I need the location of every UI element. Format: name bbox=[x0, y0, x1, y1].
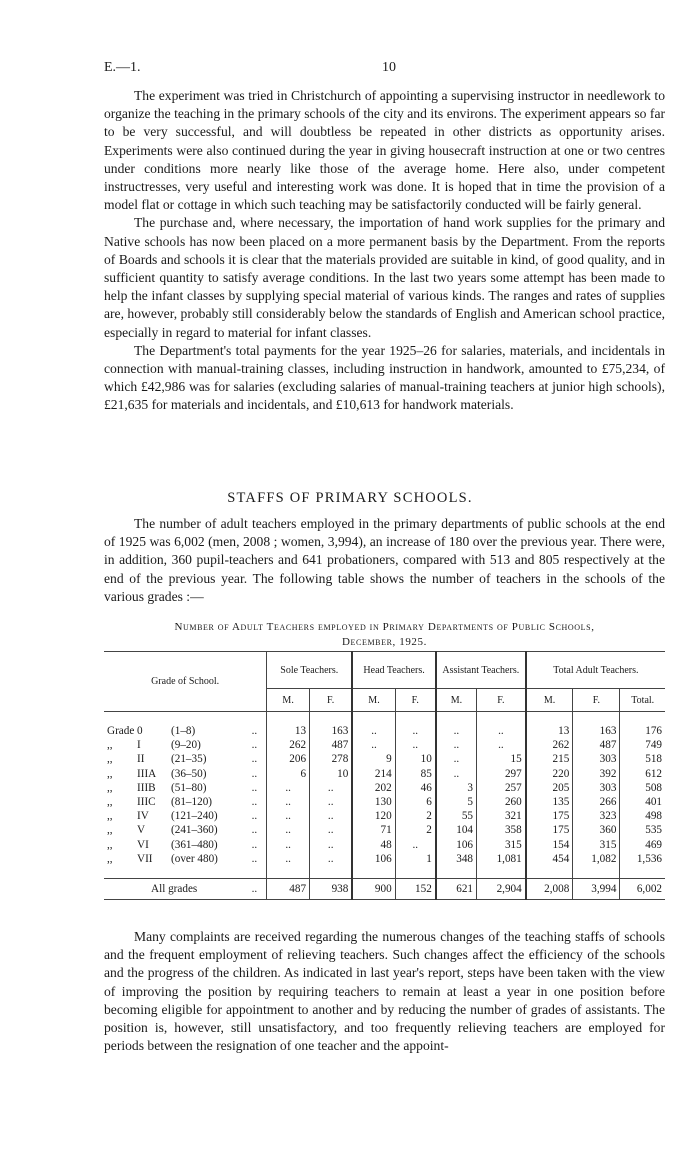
leader-dots: .. bbox=[251, 767, 258, 780]
table-cell: 175 bbox=[526, 823, 573, 837]
grade-number: IV bbox=[137, 810, 149, 823]
table-cell: .. bbox=[352, 724, 395, 738]
table-cell: 1,536 bbox=[620, 852, 665, 866]
table-row bbox=[104, 724, 665, 738]
table-row bbox=[104, 823, 665, 837]
grade-range: (over 480) bbox=[171, 852, 218, 865]
table-cell: 454 bbox=[526, 852, 573, 866]
sub-total-total: Total. bbox=[620, 689, 665, 712]
teachers-table bbox=[104, 651, 665, 900]
grade-cell bbox=[104, 823, 267, 837]
grade-range: (121–240) bbox=[171, 810, 218, 823]
table-cell: .. bbox=[436, 724, 477, 738]
table-cell: 321 bbox=[477, 809, 526, 823]
grade-cell bbox=[104, 852, 267, 866]
leader-dots: .. bbox=[251, 824, 258, 837]
grade-range: (36–50) bbox=[171, 767, 207, 780]
grade-prefix: ,, bbox=[107, 796, 113, 809]
grade-cell bbox=[104, 781, 267, 795]
header-total: Total Adult Teachers. bbox=[526, 652, 665, 689]
table-cell: 2 bbox=[395, 809, 436, 823]
paragraph-handwork-supplies: The purchase and, where necessary, the importation of hand work supplies for the primary and Native schools has now been placed on a more permanent basis by the Department. From the reports of Boards and schools it is clear that the materials provided are suitable in kind, of good quality, and in sufficient quantity to satisfy average conditions. In the last two years some attempt has been made to help the infant classes by supplying special material of various kinds. The ranges and rates of supplies are, however, probably still considerably below the standards of English and American school practice, especially in regard to material for infant classes. bbox=[104, 215, 665, 340]
table-cell: .. bbox=[310, 781, 353, 795]
grade-cell bbox=[104, 767, 267, 781]
grade-prefix: ,, bbox=[107, 810, 113, 823]
table-cell: 315 bbox=[573, 838, 620, 852]
table-cell: 206 bbox=[267, 752, 310, 766]
table-row bbox=[104, 852, 665, 866]
table-row bbox=[104, 738, 665, 752]
sub-sole-f: F. bbox=[310, 689, 353, 712]
table-cell: .. bbox=[267, 823, 310, 837]
table-row bbox=[104, 781, 665, 795]
header-grade: Grade of School. bbox=[104, 652, 267, 712]
table-cell: .. bbox=[477, 724, 526, 738]
paragraph-needlework: The experiment was tried in Christchurch of appointing a supervising instructor in needlework to organize the teaching in the primary schools of the city and its environs. The experiment appears so far to be very successful, and will doubtless be repeated in other districts as opportunity arises. Experiments were also continued during the year in giving housecraft instruction at one or two centres under conditions more nearly like those of the average home. Here also, under competent instructresses, very useful and interesting work was done. It is hoped that in time the provision of a model flat or cottage in which such teaching may be satisfactorily conducted will be fairly general. bbox=[104, 88, 665, 213]
leader-dots: .. bbox=[251, 753, 258, 766]
table-cell: 257 bbox=[477, 781, 526, 795]
total-cell: 487 bbox=[267, 879, 310, 900]
table-cell: 2 bbox=[395, 823, 436, 837]
table-cell: 163 bbox=[573, 724, 620, 738]
grade-prefix: ,, bbox=[107, 824, 113, 837]
table-cell: 175 bbox=[526, 809, 573, 823]
table-cell: 401 bbox=[620, 795, 665, 809]
grade-prefix: ,, bbox=[107, 767, 113, 780]
table-caption-line1: Number of Adult Teachers employed in Primary Departments of Public Schools, bbox=[174, 621, 595, 633]
table-row bbox=[104, 809, 665, 823]
sub-assistant-m: M. bbox=[436, 689, 477, 712]
grade-range: (81–120) bbox=[171, 796, 213, 809]
table-cell: 163 bbox=[310, 724, 353, 738]
table-cell: 1,081 bbox=[477, 852, 526, 866]
grade-cell bbox=[104, 724, 267, 738]
grade-cell bbox=[104, 752, 267, 766]
grade-range: (1–8) bbox=[171, 725, 196, 737]
table-row bbox=[104, 795, 665, 809]
sub-assistant-f: F. bbox=[477, 689, 526, 712]
table-cell: 518 bbox=[620, 752, 665, 766]
table-cell: 358 bbox=[477, 823, 526, 837]
leader-dots: .. bbox=[251, 796, 258, 809]
table-cell: .. bbox=[352, 738, 395, 752]
report-code: E.—1. bbox=[104, 60, 141, 75]
leader-dots: .. bbox=[251, 838, 258, 851]
grade-range: (361–480) bbox=[171, 838, 218, 851]
sub-total-f: F. bbox=[573, 689, 620, 712]
sub-head-m: M. bbox=[352, 689, 395, 712]
header-sole: Sole Teachers. bbox=[267, 652, 353, 689]
total-cell: 621 bbox=[436, 879, 477, 900]
table-cell: 392 bbox=[573, 767, 620, 781]
grade-prefix: ,, bbox=[107, 753, 113, 766]
grade-range: (51–80) bbox=[171, 781, 207, 794]
table-cell: 360 bbox=[573, 823, 620, 837]
table-cell: .. bbox=[436, 767, 477, 781]
table-cell: 303 bbox=[573, 752, 620, 766]
table-cell: 46 bbox=[395, 781, 436, 795]
table-cell: 498 bbox=[620, 809, 665, 823]
grade-number: IIIA bbox=[137, 767, 157, 780]
grade-range: (21–35) bbox=[171, 753, 207, 766]
table-cell: .. bbox=[310, 823, 353, 837]
table-cell: 266 bbox=[573, 795, 620, 809]
grade-cell bbox=[104, 838, 267, 852]
table-cell: 5 bbox=[436, 795, 477, 809]
grade-number: V bbox=[137, 824, 146, 837]
intro-paragraphs bbox=[104, 87, 665, 415]
grade-number: I bbox=[137, 739, 141, 752]
table-cell: 120 bbox=[352, 809, 395, 823]
table-cell: .. bbox=[310, 809, 353, 823]
leader-dots: .. bbox=[251, 781, 258, 794]
grade-prefix: ,, bbox=[107, 852, 113, 865]
grade-number: VI bbox=[137, 838, 149, 851]
grade-number: II bbox=[137, 753, 145, 766]
grade-prefix: ,, bbox=[107, 739, 113, 752]
table-cell: .. bbox=[310, 795, 353, 809]
leader-dots: .. bbox=[251, 739, 258, 752]
table-cell: 48 bbox=[352, 838, 395, 852]
table-cell: 13 bbox=[526, 724, 573, 738]
grade-number: IIIC bbox=[137, 796, 156, 809]
table-cell: 6 bbox=[395, 795, 436, 809]
total-cell: 3,994 bbox=[573, 879, 620, 900]
table-cell: 104 bbox=[436, 823, 477, 837]
table-cell: 3 bbox=[436, 781, 477, 795]
bottom-paragraph-block bbox=[104, 928, 665, 1055]
grade-cell bbox=[104, 738, 267, 752]
paragraph-complaints: Many complaints are received regarding the numerous changes of the teaching staffs of schools and the frequent employment of relieving teachers. Such changes affect the efficiency of the schools and the progress of the children. As indicated in last year's report, steps have been taken with the view of improving the position by requiring teachers to remain at least a year in one position before becoming eligible for appointment to another and by reducing the number of grades of assistants. The position is, however, still unsatisfactory, and too frequently relieving teachers are employed for periods between the resignation of one teacher and the appoint- bbox=[104, 929, 665, 1054]
header-head: Head Teachers. bbox=[352, 652, 435, 689]
total-cell: 152 bbox=[395, 879, 436, 900]
table-row bbox=[104, 767, 665, 781]
total-cell: 938 bbox=[310, 879, 353, 900]
table-cell: .. bbox=[436, 752, 477, 766]
table-cell: 130 bbox=[352, 795, 395, 809]
table-cell: 106 bbox=[436, 838, 477, 852]
table-cell: 176 bbox=[620, 724, 665, 738]
sub-head-f: F. bbox=[395, 689, 436, 712]
table-cell: 303 bbox=[573, 781, 620, 795]
total-cell: 2,008 bbox=[526, 879, 573, 900]
table-cell: 262 bbox=[526, 738, 573, 752]
table-cell: 1 bbox=[395, 852, 436, 866]
table-cell: 71 bbox=[352, 823, 395, 837]
table-cell: 10 bbox=[310, 767, 353, 781]
table-cell: 9 bbox=[352, 752, 395, 766]
table-cell: 220 bbox=[526, 767, 573, 781]
table-caption-line2: December, 1925. bbox=[342, 636, 427, 648]
table-cell: 535 bbox=[620, 823, 665, 837]
table-cell: .. bbox=[395, 838, 436, 852]
sub-sole-m: M. bbox=[267, 689, 310, 712]
leader-dots: .. bbox=[251, 852, 258, 865]
leader-dots: .. bbox=[251, 725, 258, 737]
table-cell: 202 bbox=[352, 781, 395, 795]
table-cell: 323 bbox=[573, 809, 620, 823]
grade-range: (9–20) bbox=[171, 739, 201, 752]
section-heading: STAFFS OF PRIMARY SCHOOLS. bbox=[227, 490, 473, 506]
table-cell: 278 bbox=[310, 752, 353, 766]
grade-number: IIIB bbox=[137, 781, 156, 794]
table-cell: 260 bbox=[477, 795, 526, 809]
table-cell: 15 bbox=[477, 752, 526, 766]
table-cell: .. bbox=[267, 795, 310, 809]
paragraph-staffs: The number of adult teachers employed in the primary departments of public schools at the end of 1925 was 6,002 (men, 2008 ; women, 3,994), an increase of 180 over the previous year. There were, in addition, 360 pupil-teachers and 641 probationers, compared with 513 and 805 respectively at the end of the previous year. The following table shows the number of teachers in the schools of the various grades :— bbox=[104, 516, 665, 604]
table-cell: .. bbox=[477, 738, 526, 752]
table-total-row bbox=[104, 879, 665, 900]
table-cell: 205 bbox=[526, 781, 573, 795]
leader-dots: .. bbox=[251, 882, 258, 895]
header-assistant: Assistant Teachers. bbox=[436, 652, 526, 689]
table-cell: 135 bbox=[526, 795, 573, 809]
grade-number: 0 bbox=[137, 725, 143, 737]
table-cell: 106 bbox=[352, 852, 395, 866]
table-cell: 749 bbox=[620, 738, 665, 752]
total-label-cell bbox=[104, 879, 267, 900]
grade-range: (241–360) bbox=[171, 824, 218, 837]
table-caption bbox=[104, 620, 665, 650]
table-cell: .. bbox=[436, 738, 477, 752]
table-cell: .. bbox=[267, 852, 310, 866]
table-cell: 612 bbox=[620, 767, 665, 781]
page-number: 10 bbox=[382, 60, 396, 75]
table-cell: 487 bbox=[573, 738, 620, 752]
table-cell: 10 bbox=[395, 752, 436, 766]
total-cell: 900 bbox=[352, 879, 395, 900]
table-cell: .. bbox=[267, 781, 310, 795]
total-cell: 6,002 bbox=[620, 879, 665, 900]
total-label: All grades bbox=[151, 882, 198, 895]
table-row bbox=[104, 752, 665, 766]
table-cell: 13 bbox=[267, 724, 310, 738]
table-cell: 487 bbox=[310, 738, 353, 752]
grade-cell bbox=[104, 795, 267, 809]
grade-prefix: Grade bbox=[107, 725, 135, 737]
table-cell: 297 bbox=[477, 767, 526, 781]
sub-total-m: M. bbox=[526, 689, 573, 712]
table-cell: .. bbox=[395, 738, 436, 752]
table-cell: 55 bbox=[436, 809, 477, 823]
table-spacer bbox=[104, 866, 665, 879]
paragraph-payments: The Department's total payments for the year 1925–26 for salaries, materials, and incidentals in connection with manual-training classes, including instruction in handwork, amounted to £75,234, of which £42,986 was for salaries (excluding salaries of manual-training teachers at junior high schools), £21,635 for materials and incidentals, and £10,613 for handwork materials. bbox=[104, 342, 665, 413]
staffs-paragraph-block bbox=[104, 515, 665, 606]
table-cell: 85 bbox=[395, 767, 436, 781]
table-cell: 214 bbox=[352, 767, 395, 781]
leader-dots: .. bbox=[251, 810, 258, 823]
table-cell: 1,082 bbox=[573, 852, 620, 866]
table-row bbox=[104, 838, 665, 852]
table-cell: .. bbox=[310, 852, 353, 866]
table-cell: 348 bbox=[436, 852, 477, 866]
table-cell: 215 bbox=[526, 752, 573, 766]
table-cell: 315 bbox=[477, 838, 526, 852]
table-cell: 469 bbox=[620, 838, 665, 852]
grade-number: VII bbox=[137, 852, 153, 865]
total-cell: 2,904 bbox=[477, 879, 526, 900]
table-cell: 262 bbox=[267, 738, 310, 752]
table-cell: .. bbox=[310, 838, 353, 852]
table-cell: .. bbox=[267, 838, 310, 852]
table-cell: .. bbox=[267, 809, 310, 823]
table-cell: 6 bbox=[267, 767, 310, 781]
table-cell: .. bbox=[395, 724, 436, 738]
grade-prefix: ,, bbox=[107, 781, 113, 794]
grade-cell bbox=[104, 809, 267, 823]
table-cell: 508 bbox=[620, 781, 665, 795]
table-spacer bbox=[104, 712, 665, 725]
table-cell: 154 bbox=[526, 838, 573, 852]
grade-prefix: ,, bbox=[107, 838, 113, 851]
